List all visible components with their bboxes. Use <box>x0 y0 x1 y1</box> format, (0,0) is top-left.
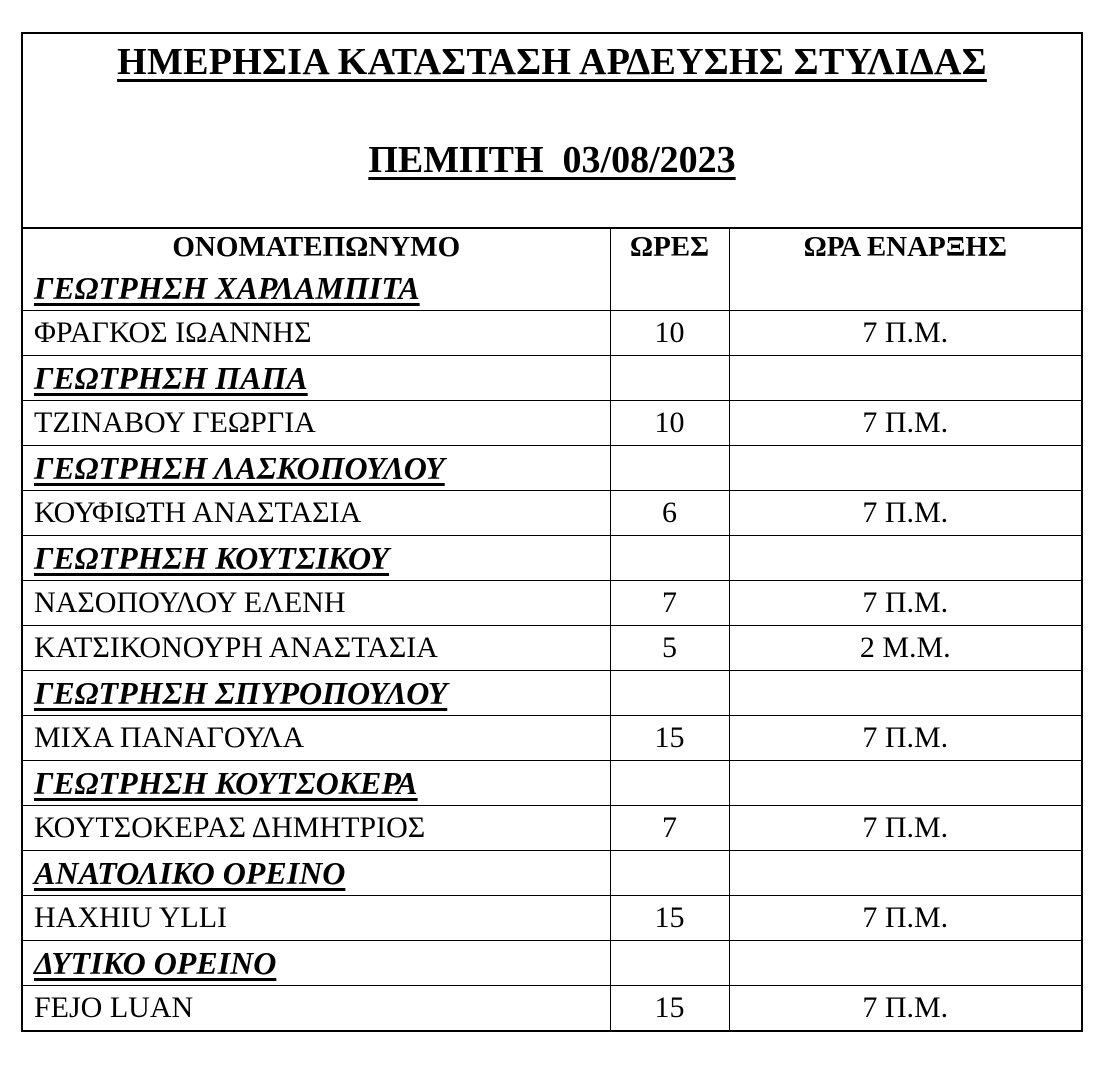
hours-cell <box>610 941 729 986</box>
start-time-cell: 7 Π.Μ. <box>729 806 1081 851</box>
table-row-group <box>23 671 1081 716</box>
start-time-cell: 7 Π.Μ. <box>729 716 1081 761</box>
start-time-cell: 7 Π.Μ. <box>729 896 1081 941</box>
table-row <box>23 581 1081 626</box>
table-row-group <box>23 761 1081 806</box>
table-row <box>23 986 1081 1031</box>
column-header-name: ΟΝΟΜΑΤΕΠΩΝΥΜΟ <box>172 231 461 263</box>
start-time-cell: 7 Π.Μ. <box>729 401 1081 446</box>
start-time-cell: 7 Π.Μ. <box>729 311 1081 356</box>
person-name-cell: ΤΖΙΝΑΒΟΥ ΓΕΩΡΓΙΑ <box>23 401 610 446</box>
person-name-cell: ΚΟΥΤΣΟΚΕΡΑΣ ΔΗΜΗΤΡΙΟΣ <box>23 806 610 851</box>
person-name-cell: HAXHIU YLLI <box>23 896 610 941</box>
person-name-cell: ΦΡΑΓΚΟΣ ΙΩΑΝΝΗΣ <box>23 311 610 356</box>
start-time-cell <box>729 446 1081 491</box>
hours-cell: 15 <box>610 716 729 761</box>
start-time-cell: 7 Π.Μ. <box>729 986 1081 1031</box>
start-time-cell: 7 Π.Μ. <box>729 581 1081 626</box>
hours-cell: 15 <box>610 896 729 941</box>
table-row <box>23 491 1081 536</box>
document-title: ΗΜΕΡΗΣΙΑ ΚΑΤΑΣΤΑΣΗ ΑΡΔΕΥΣΗΣ ΣΤΥΛΙΔΑΣ <box>117 41 987 83</box>
hours-cell: 7 <box>610 806 729 851</box>
table-row <box>23 626 1081 671</box>
person-name-cell: ΝΑΣΟΠΟΥΛΟΥ ΕΛΕΝΗ <box>23 581 610 626</box>
table-row-group <box>23 266 1081 311</box>
hours-cell <box>610 536 729 581</box>
group-name-cell: ΓΕΩΤΡΗΣΗ ΠΑΠΑ <box>23 356 610 401</box>
hours-cell: 10 <box>610 401 729 446</box>
column-header-hours: ΩΡΕΣ <box>610 229 729 266</box>
start-time-cell: 2 Μ.Μ. <box>729 626 1081 671</box>
group-name-cell: ΓΕΩΤΡΗΣΗ ΛΑΣΚΟΠΟΥΛΟΥ <box>23 446 610 491</box>
table-row-group <box>23 851 1081 896</box>
hours-cell <box>610 851 729 896</box>
group-name-cell: ΔΥΤΙΚΟ ΟΡΕΙΝΟ <box>23 941 610 986</box>
group-name-cell: ΑΝΑΤΟΛΙΚΟ ΟΡΕΙΝΟ <box>23 851 610 896</box>
person-name-cell: ΜΙΧΑ ΠΑΝΑΓΟΥΛΑ <box>23 716 610 761</box>
table-row <box>23 896 1081 941</box>
start-time-cell <box>729 266 1081 311</box>
hours-cell <box>610 446 729 491</box>
person-name-cell: FEJO LUAN <box>23 986 610 1031</box>
hours-cell <box>610 671 729 716</box>
document-header <box>23 34 1081 229</box>
start-time-cell <box>729 536 1081 581</box>
table-row <box>23 401 1081 446</box>
table-row <box>23 311 1081 356</box>
table-row-group <box>23 446 1081 491</box>
table-row <box>23 806 1081 851</box>
start-time-cell <box>729 761 1081 806</box>
hours-cell: 5 <box>610 626 729 671</box>
group-name-cell: ΓΕΩΤΡΗΣΗ ΚΟΥΤΣΟΚΕΡΑ <box>23 761 610 806</box>
hours-cell: 10 <box>610 311 729 356</box>
hours-cell: 15 <box>610 986 729 1031</box>
hours-cell <box>610 356 729 401</box>
start-time-cell <box>729 941 1081 986</box>
irrigation-schedule-sheet <box>21 32 1083 1032</box>
group-name-cell: ΓΕΩΤΡΗΣΗ ΧΑΡΛΑΜΠΙΤΑ <box>34 270 420 306</box>
column-header-start-time: ΩΡΑ ΕΝΑΡΞΗΣ <box>729 229 1081 266</box>
group-name-cell: ΓΕΩΤΡΗΣΗ ΣΠΥΡΟΠΟΥΛΟΥ <box>23 671 610 716</box>
start-time-cell: 7 Π.Μ. <box>729 491 1081 536</box>
schedule-table <box>23 229 1081 1030</box>
table-row <box>23 716 1081 761</box>
table-body <box>23 266 1081 1030</box>
group-name-cell: ΓΕΩΤΡΗΣΗ ΚΟΥΤΣΙΚΟΥ <box>23 536 610 581</box>
start-time-cell <box>729 356 1081 401</box>
table-row-group <box>23 356 1081 401</box>
hours-cell <box>610 761 729 806</box>
start-time-cell <box>729 851 1081 896</box>
hours-cell: 7 <box>610 581 729 626</box>
hours-cell: 6 <box>610 491 729 536</box>
table-row-group <box>23 941 1081 986</box>
table-row-group <box>23 536 1081 581</box>
person-name-cell: ΚΟΥΦΙΩΤΗ ΑΝΑΣΤΑΣΙΑ <box>23 491 610 536</box>
document-date: ΠΕΜΠΤΗ 03/08/2023 <box>368 139 736 181</box>
person-name-cell: ΚΑΤΣΙΚΟΝΟΥΡΗ ΑΝΑΣΤΑΣΙΑ <box>23 626 610 671</box>
start-time-cell <box>729 671 1081 716</box>
table-header-row <box>23 229 1081 266</box>
hours-cell <box>610 266 729 311</box>
